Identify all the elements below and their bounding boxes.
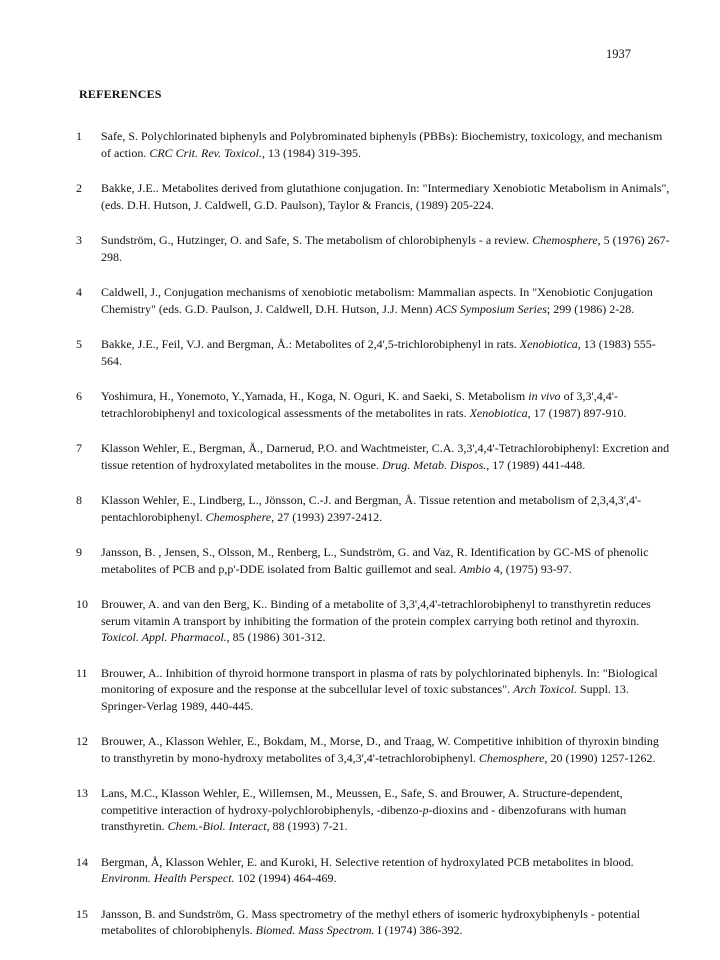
reference-number: 10 <box>76 597 88 611</box>
references-heading: REFERENCES <box>79 87 162 101</box>
reference-item <box>76 440 670 473</box>
reference-text: Jansson, B. , Jensen, S., Olsson, M., Renberg, L., Sundström, G. and Vaz, R. Identification by GC-MS of phenolic metabolites of PCB and p,p'-DDE isolated from Baltic guillemot and seal. Ambio 4, (1975) 93-97. <box>101 545 649 576</box>
reference-number: 6 <box>76 389 82 403</box>
reference-list <box>76 128 670 958</box>
reference-item <box>76 733 670 766</box>
reference-item <box>76 854 670 887</box>
page-number: 1937 <box>606 47 631 61</box>
reference-item <box>76 544 670 577</box>
reference-text: Sundström, G., Hutzinger, O. and Safe, S. The metabolism of chlorobiphenyls - a review. Chemosphere, 5 (1976) 267-298. <box>101 233 670 264</box>
reference-number: 8 <box>76 493 82 507</box>
reference-number: 7 <box>76 441 82 455</box>
reference-text: Brouwer, A. and van den Berg, K.. Binding of a metabolite of 3,3',4,4'-tetrachlorobiphenyl to transthyretin reduces serum vitamin A transport by inhibiting the formation of the protein complex carrying both retinol and thyroxin. Toxicol. Appl. Pharmacol., 85 (1986) 301-312. <box>101 597 651 644</box>
reference-number: 4 <box>76 285 82 299</box>
reference-number: 12 <box>76 734 88 748</box>
reference-item <box>76 785 670 835</box>
reference-text: Safe, S. Polychlorinated biphenyls and Polybrominated biphenyls (PBBs): Biochemistry, toxicology, and mechanism of action. CRC Crit. Rev. Toxicol., 13 (1984) 319-395. <box>101 129 663 160</box>
reference-text: Bakke, J.E., Feil, V.J. and Bergman, Å.: Metabolites of 2,4',5-trichlorobiphenyl in rats. Xenobiotica, 13 (1983) 555-564. <box>101 337 656 368</box>
reference-item <box>76 665 670 715</box>
reference-text: Jansson, B. and Sundström, G. Mass spectrometry of the methyl ethers of isomeric hydroxybiphenyls - potential metabolites of chlorobiphenyls. Biomed. Mass Spectrom. I (1974) 386-392. <box>101 906 640 937</box>
reference-text: Bakke, J.E.. Metabolites derived from glutathione conjugation. In: "Intermediary Xenobiotic Metabolism in Animals", (eds. D.H. Hutson, J. Caldwell, G.D. Paulson), Taylor & Francis, (1989) 205-224. <box>101 181 670 212</box>
reference-text: Bergman, Å, Klasson Wehler, E. and Kuroki, H. Selective retention of hydroxylated PCB metabolites in blood. Environm. Health Perspect. 102 (1994) 464-469. <box>101 854 634 885</box>
reference-text: Caldwell, J., Conjugation mechanisms of xenobiotic metabolism: Mammalian aspects. In "Xenobiotic Conjugation Chemistry" (eds. G.D. Paulson, J. Caldwell, D.H. Hutson, J.J. Menn) ACS Symposium Series; 299 (1986) 2-28. <box>101 285 653 316</box>
reference-item <box>76 906 670 939</box>
reference-item <box>76 128 670 161</box>
reference-number: 3 <box>76 233 82 247</box>
reference-number: 1 <box>76 129 82 143</box>
reference-text: Lans, M.C., Klasson Wehler, E., Willemsen, M., Meussen, E., Safe, S. and Brouwer, A. Structure-dependent, competitive interaction of hydroxy-polychlorobiphenyls, -dibenzo-p-dioxins and - dibenzofurans with human transthyretin. Chem.-Biol. Interact, 88 (1993) 7-21. <box>101 786 627 833</box>
reference-number: 15 <box>76 906 88 921</box>
reference-item <box>76 492 670 525</box>
reference-text: Brouwer, A., Klasson Wehler, E., Bokdam, M., Morse, D., and Traag, W. Competitive inhibition of thyroxin binding to transthyretin by mono-hydroxy metabolites of 3,4,3',4'-tetrachlorobiphenyl. Chemosphere, 20 (1990) 1257-1262. <box>101 734 659 765</box>
reference-number: 9 <box>76 545 82 559</box>
reference-number: 5 <box>76 337 82 351</box>
reference-text: Brouwer, A.. Inhibition of thyroid hormone transport in plasma of rats by polychlorinated biphenyls. In: "Biological monitoring of exposure and the response at the subcellular level of toxic substances". Arch Toxicol. Suppl. 13. Springer-Verlag 1989, 440-445. <box>101 665 658 713</box>
reference-text: Klasson Wehler, E., Lindberg, L., Jönsson, C.-J. and Bergman, Å. Tissue retention and metabolism of 2,3,4,3',4'-pentachlorobiphenyl. Chemosphere, 27 (1993) 2397-2412. <box>101 493 642 524</box>
reference-item <box>76 596 670 646</box>
reference-text: Klasson Wehler, E., Bergman, Å., Darnerud, P.O. and Wachtmeister, C.A. 3,3',4,4'-Tetrachlorobiphenyl: Excretion and tissue retention of hydroxylated metabolites in the mouse. Drug. Metab. Dispos., 17 (1989) 441-448. <box>101 441 670 472</box>
reference-text: Yoshimura, H., Yonemoto, Y.,Yamada, H., Koga, N. Oguri, K. and Saeki, S. Metabolism in vivo of 3,3',4,4'-tetrachlorobiphenyl and toxicological assessments of the metabolites in rats. Xenobiotica, 17 (1987) 897-910. <box>101 389 627 420</box>
reference-number: 11 <box>76 665 88 680</box>
reference-item <box>76 336 670 369</box>
reference-item <box>76 232 670 265</box>
reference-number: 14 <box>76 854 88 869</box>
reference-number: 13 <box>76 786 88 800</box>
reference-number: 2 <box>76 181 82 195</box>
reference-item <box>76 180 670 213</box>
reference-item <box>76 388 670 421</box>
reference-item <box>76 284 670 317</box>
